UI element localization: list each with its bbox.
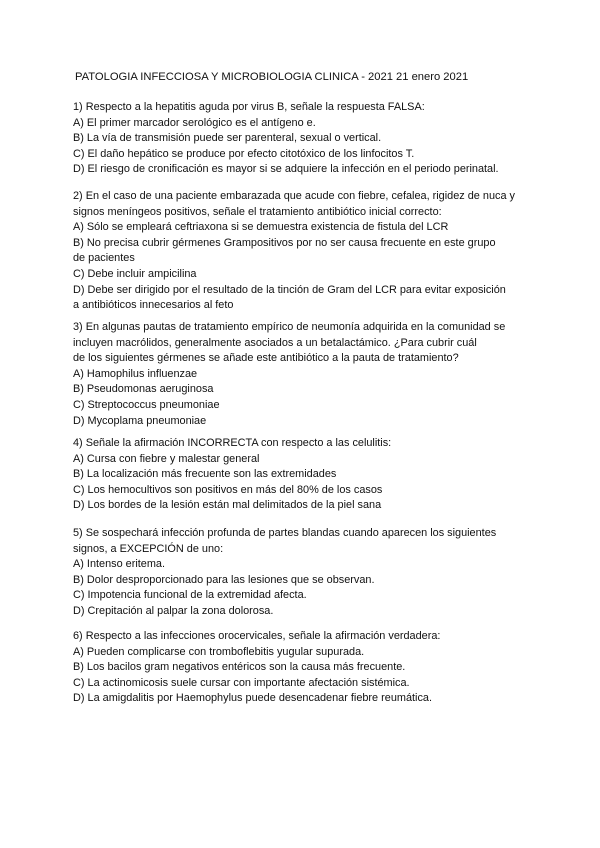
question-3 [73,320,573,429]
option-d: D) Debe ser dirigido por el resultado de la tinción de Gram del LCR para evitar exposición [73,283,506,296]
option-a: A) El primer marcador serológico es el antígeno e. [73,116,316,129]
question-stem: 6) Respecto a las infecciones orocervicales, señale la afirmación verdadera: [73,630,441,642]
option-b-cont: de pacientes [73,252,135,265]
option-b: B) Los bacilos gram negativos entéricos son la causa más frecuente. [73,661,406,674]
option-b: B) La vía de transmisión puede ser parenteral, sexual o vertical. [73,132,382,145]
option-d: D) Los bordes de la lesión están mal delimitados de la piel sana [73,499,382,512]
question-stem-cont: signos, a EXCEPCIÓN de uno: [73,542,224,555]
option-b: B) La localización más frecuente son las extremidades [73,468,337,481]
exam-title: PATOLOGIA INFECCIOSA Y MICROBIOLOGIA CLINICA - 2021 21 enero 2021 [75,71,469,83]
option-d: D) La amigdalitis por Haemophylus puede desencadenar fiebre reumática. [73,692,432,705]
option-d-cont: a antibióticos innecesarios al feto [73,299,234,312]
option-a: A) Sólo se empleará ceftriaxona si se demuestra existencia de fistula del LCR [73,221,449,234]
option-c: C) Streptococcus pneumoniae [73,398,220,411]
option-c: C) Impotencia funcional de la extremidad afecta. [73,589,307,602]
option-a: A) Intenso eritema. [73,558,166,571]
option-b: B) No precisa cubrir gérmenes Grampositivos por no ser causa frecuente en este grupo [73,236,496,249]
question-stem-cont: de los siguientes gérmenes se añade este antibiótico a la pauta de tratamiento? [73,352,459,365]
option-a: A) Hamophilus influenzae [73,367,198,380]
option-d: D) Crepitación al palpar la zona dolorosa. [73,604,274,617]
question-6 [73,629,573,707]
question-stem-cont: signos meníngeos positivos, señale el tratamiento antibiótico inicial correcto: [73,205,442,218]
question-stem: 2) En el caso de una paciente embarazada que acude con fiebre, cefalea, rigidez de nuca y [73,190,515,202]
option-a: A) Cursa con fiebre y malestar general [73,452,260,465]
option-d: D) Mycoplama pneumoniae [73,414,207,427]
question-stem-cont: incluyen macrólidos, generalmente asociados a un betalactámico. ¿Para cubrir cuál [73,336,477,349]
option-c: C) Los hemocultivos son positivos en más del 80% de los casos [73,483,383,496]
question-5 [73,526,573,620]
question-stem: 4) Señale la afirmación INCORRECTA con respecto a las celulitis: [73,437,392,449]
option-c: C) El daño hepático se produce por efecto citotóxico de los linfocitos T. [73,147,415,160]
option-a: A) Pueden complicarse con tromboflebitis yugular supurada. [73,645,365,658]
question-stem: 5) Se sospechará infección profunda de partes blandas cuando aparecen los siguientes [73,527,497,539]
option-b: B) Dolor desproporcionado para las lesiones que se observan. [73,573,375,586]
option-b: B) Pseudomonas aeruginosa [73,383,214,396]
option-c: C) Debe incluir ampicilina [73,267,197,280]
option-d: D) El riesgo de cronificación es mayor si se adquiere la infección en el periodo perinatal. [73,163,499,176]
question-stem: 3) En algunas pautas de tratamiento empírico de neumonía adquirida en la comunidad se [73,321,506,333]
option-c: C) La actinomicosis suele cursar con importante afectación sistémica. [73,676,410,689]
question-4 [73,436,573,514]
question-2 [73,189,573,314]
question-1 [73,100,573,178]
question-stem: 1) Respecto a la hepatitis aguda por virus B, señale la respuesta FALSA: [73,101,425,113]
